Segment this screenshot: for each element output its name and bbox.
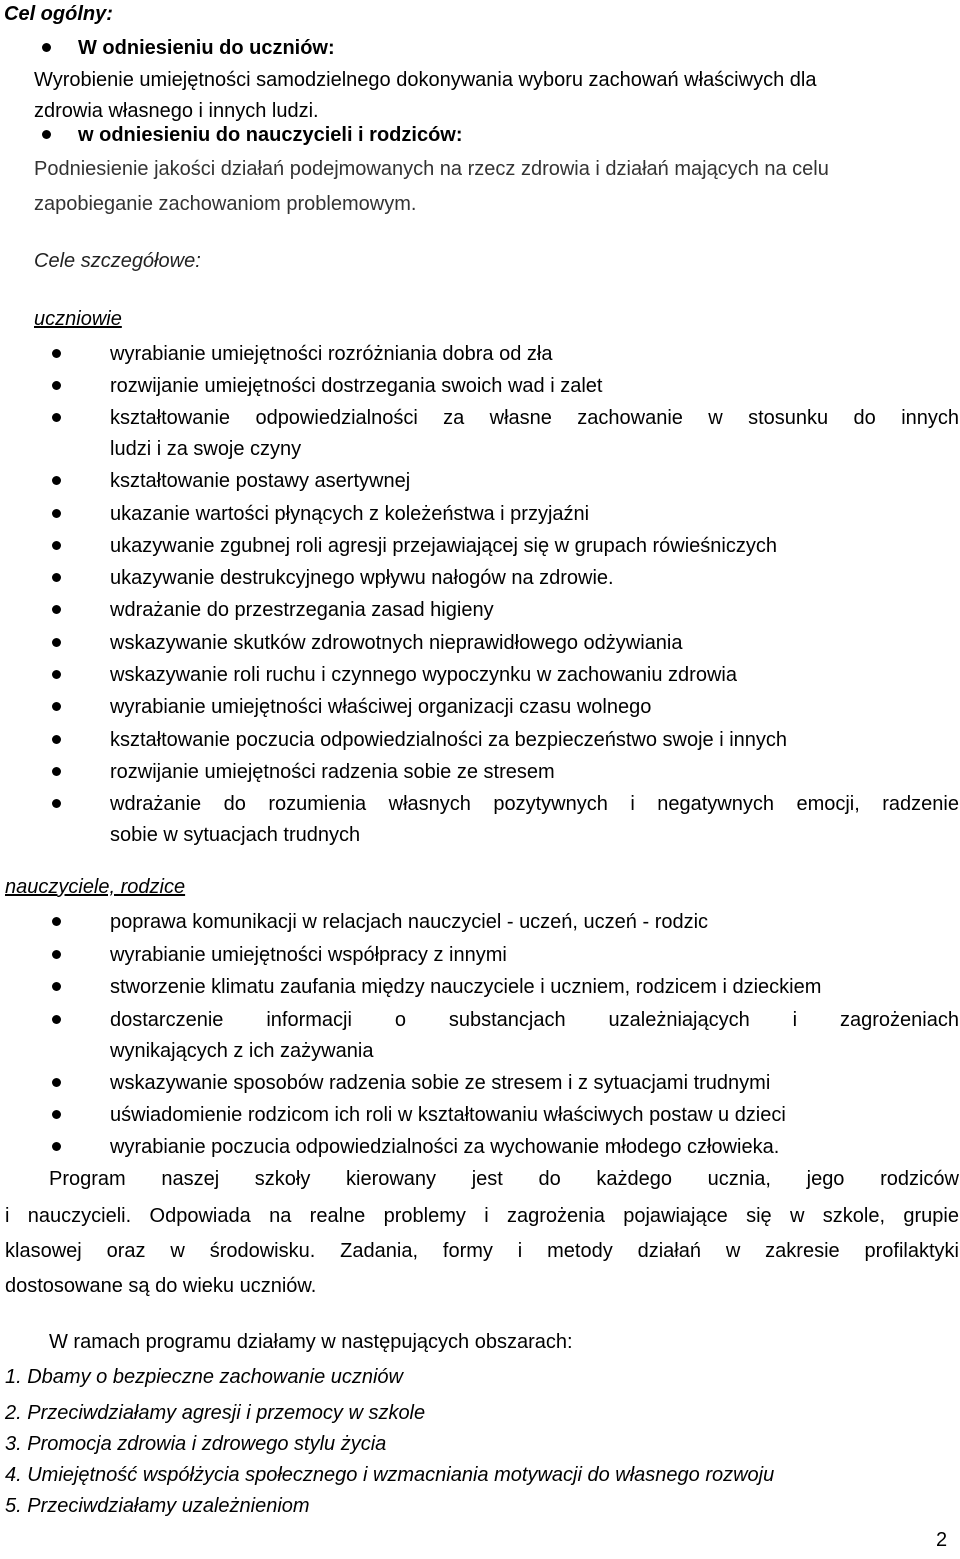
bullet-icon — [52, 1110, 61, 1119]
list-item: uświadomienie rodzicom ich roli w kształtowaniu właściwych postaw u dzieci — [110, 1104, 786, 1126]
area-item: 5. Przeciwdziałamy uzależnieniom — [5, 1495, 310, 1517]
program-paragraph-line3: klasowej oraz w środowisku. Zadania, formy i metody działań w zakresie profilaktyki — [5, 1240, 959, 1262]
program-paragraph-line1: Program naszej szkoły kierowany jest do każdego ucznia, jego rodziców — [49, 1168, 959, 1190]
program-paragraph-line4: dostosowane są do wieku uczniów. — [5, 1275, 317, 1297]
list-item: kształtowanie postawy asertywnej — [110, 470, 411, 492]
bullet-icon — [52, 917, 61, 926]
list-item: wskazywanie sposobów radzenia sobie ze stresem i z sytuacjami trudnymi — [110, 1072, 771, 1094]
bullet-icon — [52, 605, 61, 614]
list-item: stworzenie klimatu zaufania między nauczyciele i uczniem, rodzicem i dzieckiem — [110, 976, 822, 998]
teachers-goal-text-line1: Podniesienie jakości działań podejmowanych na rzecz zdrowia i działań mających na celu — [34, 158, 829, 180]
bullet-icon — [52, 950, 61, 959]
bullet-icon — [52, 573, 61, 582]
list-item: wyrabianie umiejętności właściwej organizacji czasu wolnego — [110, 696, 652, 718]
students-goal-text-line1: Wyrobienie umiejętności samodzielnego dokonywania wyboru zachowań właściwych dla — [34, 69, 817, 91]
list-item: dostarczenie informacji o substancjach uzależniających i zagrożeniach — [110, 1009, 959, 1031]
bullet-icon — [52, 1078, 61, 1087]
list-item: wyrabianie poczucia odpowiedzialności za wychowanie młodego człowieka. — [110, 1136, 780, 1158]
students-label: uczniowie — [34, 308, 122, 330]
list-item: ludzi i za swoje czyny — [110, 438, 302, 460]
teachers-goal-text-line2: zapobieganie zachowaniom problemowym. — [34, 193, 417, 215]
page-number: 2 — [936, 1529, 948, 1551]
general-goal-title: Cel ogólny: — [4, 3, 113, 25]
list-item: sobie w sytuacjach trudnych — [110, 824, 361, 846]
list-item: ukazywanie zgubnej roli agresji przejawiającej się w grupach rówieśniczych — [110, 535, 777, 557]
list-item: wskazywanie roli ruchu i czynnego wypoczynku w zachowaniu zdrowia — [110, 664, 737, 686]
bullet-icon — [52, 476, 61, 485]
bullet-icon — [52, 1015, 61, 1024]
bullet-icon — [52, 735, 61, 744]
students-heading: W odniesieniu do uczniów: — [78, 37, 335, 59]
list-item: rozwijanie umiejętności radzenia sobie ze stresem — [110, 761, 555, 783]
bullet-icon — [52, 670, 61, 679]
specific-goals-title: Cele szczegółowe: — [34, 250, 201, 272]
bullet-icon — [52, 799, 61, 808]
list-item: kształtowanie poczucia odpowiedzialności za bezpieczeństwo swoje i innych — [110, 729, 788, 751]
students-goal-text-line2: zdrowia własnego i innych ludzi. — [34, 100, 319, 122]
bullet-icon — [52, 702, 61, 711]
area-item: 2. Przeciwdziałamy agresji i przemocy w szkole — [5, 1402, 426, 1424]
bullet-icon — [52, 349, 61, 358]
bullet-icon — [42, 43, 51, 52]
bullet-icon — [42, 130, 51, 139]
list-item: wdrażanie do rozumienia własnych pozytywnych i negatywnych emocji, radzenie — [110, 793, 959, 815]
bullet-icon — [52, 541, 61, 550]
list-item: wyrabianie umiejętności współpracy z innymi — [110, 944, 507, 966]
list-item: ukazanie wartości płynących z koleżeństwa i przyjaźni — [110, 503, 590, 525]
list-item: poprawa komunikacji w relacjach nauczyciel - uczeń, uczeń - rodzic — [110, 911, 709, 933]
list-item: wskazywanie skutków zdrowotnych nieprawidłowego odżywiania — [110, 632, 683, 654]
program-paragraph-line2: i nauczycieli. Odpowiada na realne problemy i zagrożenia pojawiające się w szkole, grupie — [5, 1205, 959, 1227]
area-item: 1. Dbamy o bezpieczne zachowanie uczniów — [5, 1366, 403, 1388]
bullet-icon — [52, 509, 61, 518]
bullet-icon — [52, 381, 61, 390]
list-item: kształtowanie odpowiedzialności za własne zachowanie w stosunku do innych — [110, 407, 959, 429]
areas-intro: W ramach programu działamy w następujących obszarach: — [49, 1331, 573, 1353]
list-item: wyrabianie umiejętności rozróżniania dobra od zła — [110, 343, 553, 365]
list-item: rozwijanie umiejętności dostrzegania swoich wad i zalet — [110, 375, 603, 397]
teachers-heading: w odniesieniu do nauczycieli i rodziców: — [78, 124, 463, 146]
bullet-icon — [52, 413, 61, 422]
bullet-icon — [52, 638, 61, 647]
bullet-icon — [52, 1142, 61, 1151]
list-item: ukazywanie destrukcyjnego wpływu nałogów na zdrowie. — [110, 567, 614, 589]
area-item: 4. Umiejętność współżycia społecznego i wzmacniania motywacji do własnego rozwoju — [5, 1464, 775, 1486]
list-item: wdrażanie do przestrzegania zasad higieny — [110, 599, 494, 621]
bullet-icon — [52, 982, 61, 991]
list-item: wynikających z ich zażywania — [110, 1040, 374, 1062]
bullet-icon — [52, 767, 61, 776]
teachers-parents-label: nauczyciele, rodzice — [5, 876, 186, 898]
area-item: 3. Promocja zdrowia i zdrowego stylu życia — [5, 1433, 387, 1455]
